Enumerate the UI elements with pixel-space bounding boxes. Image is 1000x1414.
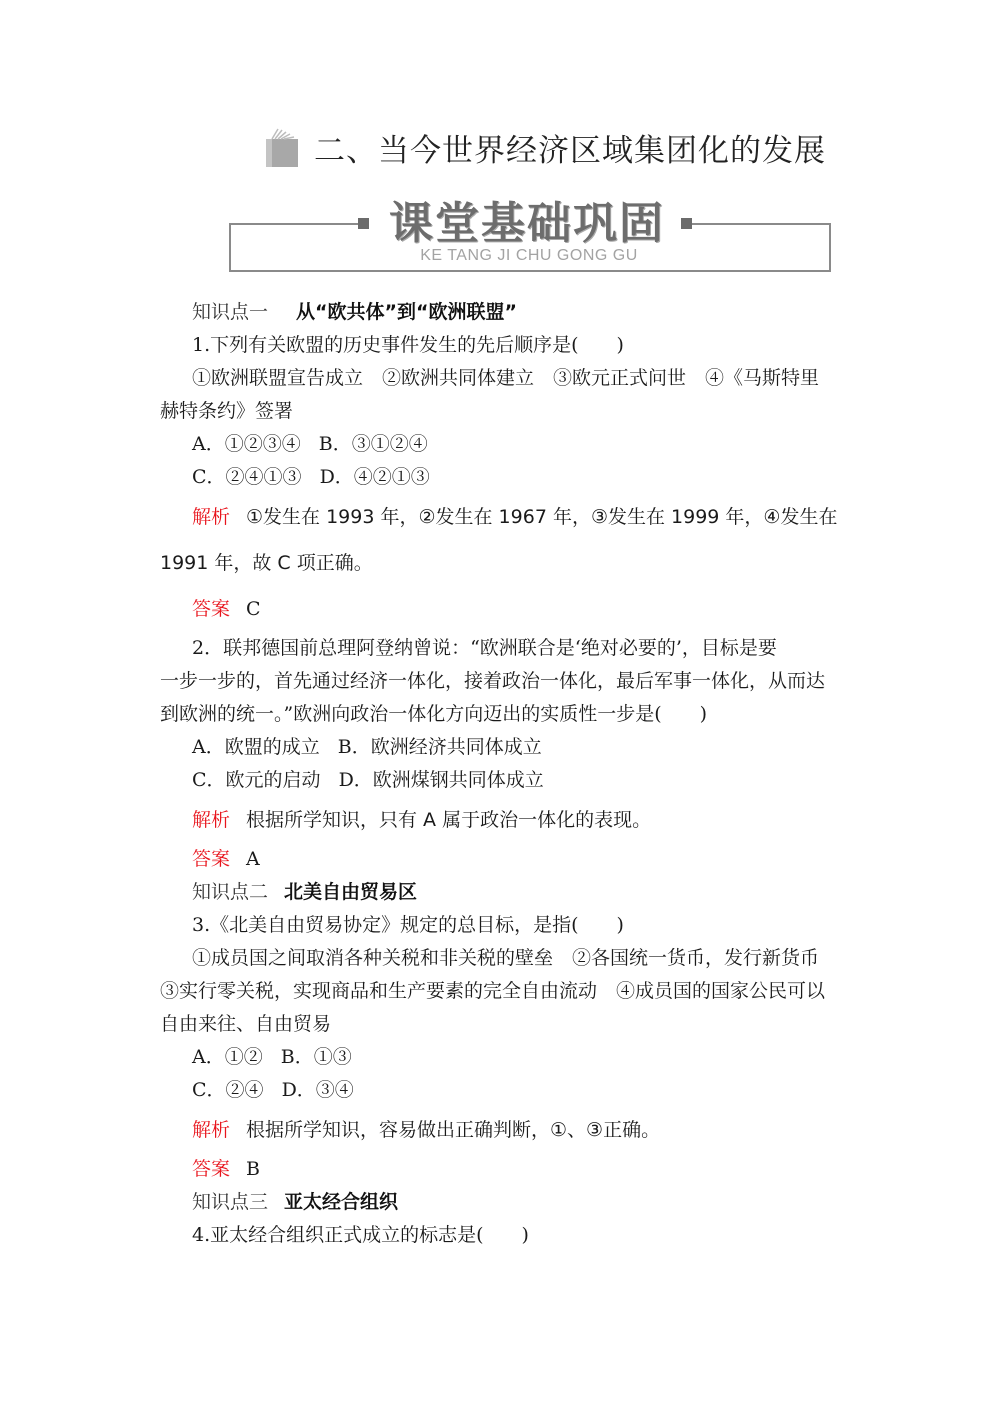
option-text: ①③: [313, 1046, 352, 1068]
option-letter: B．: [280, 1046, 314, 1068]
option-letter: D．: [338, 769, 373, 791]
option-letter: C．: [192, 769, 226, 791]
option-row: [160, 1041, 850, 1074]
option-letter: A．: [192, 1046, 225, 1068]
option-text: 欧洲经济共同体成立: [370, 736, 542, 758]
section-header: [264, 122, 826, 172]
answer-value: C: [246, 598, 261, 620]
question-statement: ①成员国之间取消各种关税和非关税的壁垒 ②各国统一货币，发行新货币: [192, 947, 820, 969]
option-text: ③④: [315, 1079, 354, 1101]
book-icon: [264, 125, 300, 169]
analysis-label: 解析: [192, 809, 231, 831]
option-letter: D．: [319, 466, 354, 488]
knowledge-point-heading: [160, 1186, 850, 1219]
answer-value: B: [246, 1158, 260, 1180]
answer-value: A: [246, 848, 260, 870]
question-statement: 自由来往、自由贸易: [160, 1013, 332, 1035]
section-banner: [229, 196, 829, 276]
option-text: ②④: [225, 1079, 264, 1101]
answer-row: [160, 1153, 850, 1186]
answer-label: 答案: [192, 848, 231, 870]
analysis-row: [160, 494, 850, 540]
question-statement: 赫特条约》签署: [160, 400, 294, 422]
banner-subtitle: KE TANG JI CHU GONG GU: [420, 247, 638, 264]
knowledge-point-heading: [160, 876, 850, 909]
option-letter: A．: [192, 736, 225, 758]
answer-label: 答案: [192, 598, 231, 620]
knowledge-point-title: 亚太经合组织: [284, 1191, 399, 1213]
analysis-text: ①发生在 1993 年，②发生在 1967 年，③发生在 1999 年，④发生在: [246, 506, 838, 528]
analysis-label: 解析: [192, 506, 231, 528]
option-letter: A．: [192, 433, 225, 455]
option-letter: D．: [281, 1079, 316, 1101]
knowledge-point-title: 从“欧共体”到“欧洲联盟”: [296, 301, 517, 323]
question-stem: 3.《北美自由贸易协定》规定的总目标，是指( ): [192, 914, 624, 936]
option-row: [160, 731, 850, 764]
banner-rule-left: [229, 223, 359, 225]
question-stem: 2．联邦德国前总理阿登纳曾说：“欧洲联合是‘绝对必要的’，目标是要: [192, 637, 777, 659]
question-stem: 4.亚太经合组织正式成立的标志是( ): [192, 1224, 529, 1246]
answer-row: [160, 843, 850, 876]
question-stem: 1.下列有关欧盟的历史事件发生的先后顺序是( ): [192, 334, 624, 356]
knowledge-point-label: 知识点三: [192, 1191, 269, 1213]
knowledge-point-heading: [160, 296, 850, 329]
analysis-label: 解析: [192, 1119, 231, 1141]
knowledge-point-title: 北美自由贸易区: [284, 881, 418, 903]
question-stem: 到欧洲的统一。”欧洲向政治一体化方向迈出的实质性一步是( ): [160, 703, 708, 725]
option-text: 欧盟的成立: [224, 736, 320, 758]
knowledge-point-label: 知识点二: [192, 881, 269, 903]
analysis-row: [160, 797, 850, 843]
question-stem: 一步一步的，首先通过经济一体化，接着政治一体化，最后军事一体化，从而达: [160, 670, 826, 692]
answer-label: 答案: [192, 1158, 231, 1180]
option-letter: C．: [192, 1079, 226, 1101]
option-row: [160, 1074, 850, 1107]
option-letter: B．: [318, 433, 352, 455]
option-text: 欧洲煤钢共同体成立: [372, 769, 544, 791]
option-text: ①②: [224, 1046, 263, 1068]
option-text: ④②①③: [353, 466, 430, 488]
square-bullet-icon: [681, 218, 692, 229]
option-text: ③①②④: [351, 433, 428, 455]
square-bullet-icon: [358, 218, 369, 229]
analysis-text: 1991 年，故 C 项正确。: [160, 552, 373, 574]
question-statement: ①欧洲联盟宣告成立 ②欧洲共同体建立 ③欧元正式问世 ④《马斯特里: [192, 367, 820, 389]
knowledge-point-label: 知识点一: [192, 301, 269, 323]
banner-rule-right: [689, 223, 829, 225]
question-statement: ③实行零关税，实现商品和生产要素的完全自由流动 ④成员国的国家公民可以: [160, 980, 826, 1002]
option-text: 欧元的启动: [225, 769, 321, 791]
section-title: 二、当今世界经济区域集团化的发展: [314, 132, 826, 169]
exercise-content: [160, 296, 850, 1252]
analysis-text: 根据所学知识，容易做出正确判断，①、③正确。: [246, 1119, 661, 1141]
analysis-row: [160, 1107, 850, 1153]
option-letter: C．: [192, 466, 226, 488]
option-text: ②④①③: [225, 466, 302, 488]
option-row: [160, 461, 850, 494]
option-text: ①②③④: [224, 433, 301, 455]
answer-row: [160, 586, 850, 632]
banner-title: 课堂基础巩固: [389, 198, 665, 249]
analysis-text: 根据所学知识，只有 A 属于政治一体化的表现。: [246, 809, 652, 831]
option-row: [160, 428, 850, 461]
option-letter: B．: [337, 736, 371, 758]
option-row: [160, 764, 850, 797]
